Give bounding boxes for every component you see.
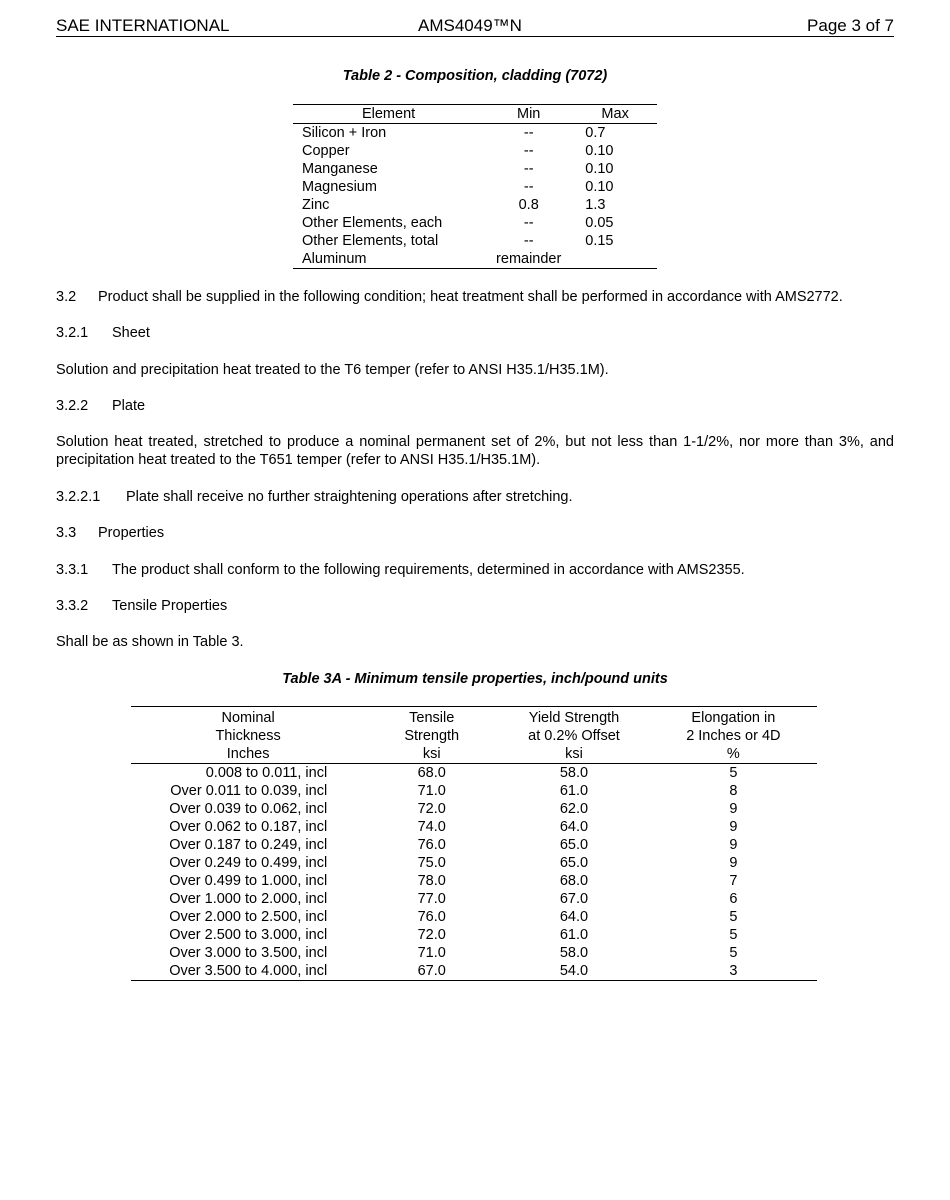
heading-3-3 bbox=[56, 524, 894, 542]
section-heading: Properties bbox=[98, 525, 165, 541]
table-row bbox=[293, 124, 657, 143]
section-number: 3.3.2 bbox=[56, 598, 89, 614]
paragraph-3-2-2-body: Solution heat treated, stretched to produce a nominal permanent set of 2%, but not less than 1-1/2%, nor more than 3%, and precipitation heat treated to the T651 temper (refer to ANSI H35.1/H35.1M). bbox=[56, 434, 894, 468]
table-cell: 76.0 bbox=[417, 909, 446, 925]
table-row bbox=[293, 214, 657, 232]
table-cell: -- bbox=[523, 179, 534, 195]
table-cell: Over 1.000 to 2.000, incl bbox=[169, 891, 328, 907]
table-cell: 6 bbox=[729, 891, 738, 907]
header-line: Thickness bbox=[215, 728, 281, 744]
header-page-number: Page 3 of 7 bbox=[807, 16, 894, 35]
table-cell: Magnesium bbox=[302, 179, 377, 195]
table-cell: 72.0 bbox=[417, 801, 446, 817]
table-cell: -- bbox=[523, 161, 534, 177]
table-cell: 9 bbox=[729, 801, 738, 817]
table-cell: Over 2.500 to 3.000, incl bbox=[169, 927, 328, 943]
table-row bbox=[131, 926, 817, 944]
header-line: at 0.2% Offset bbox=[528, 728, 620, 744]
column-header bbox=[650, 707, 817, 764]
table-cell: 65.0 bbox=[559, 837, 589, 853]
section-heading: Sheet bbox=[112, 325, 150, 341]
table-header-row bbox=[131, 707, 817, 764]
column-header: Element bbox=[293, 105, 484, 124]
table-cell: 5 bbox=[729, 765, 738, 781]
column-header: Max bbox=[573, 105, 657, 124]
table-cell: Manganese bbox=[302, 161, 378, 177]
table-cell: 9 bbox=[729, 855, 738, 871]
table-cell: 71.0 bbox=[417, 783, 446, 799]
table-cell: Over 3.000 to 3.500, incl bbox=[169, 945, 328, 961]
header-line: Inches bbox=[226, 746, 270, 762]
table-cell: 58.0 bbox=[559, 945, 589, 961]
table-cell: 76.0 bbox=[417, 837, 446, 853]
table-row bbox=[131, 962, 817, 981]
table-cell: Over 0.011 to 0.039, incl bbox=[170, 783, 328, 799]
table-row bbox=[131, 854, 817, 872]
table-cell: 72.0 bbox=[417, 927, 446, 943]
paragraph-3-2-1-body: Solution and precipitation heat treated to the T6 temper (refer to ANSI H35.1/H35.1M). bbox=[56, 362, 609, 378]
table-row bbox=[131, 800, 817, 818]
column-header bbox=[131, 707, 365, 764]
section-text: Product shall be supplied in the following condition; heat treatment shall be performed in accordance with AMS2772. bbox=[98, 289, 843, 305]
table-cell: 1.3 bbox=[585, 197, 606, 213]
header-line: Tensile bbox=[409, 710, 455, 726]
table-cell: 0.10 bbox=[585, 161, 614, 177]
table-cell: 5 bbox=[729, 927, 738, 943]
table-cell: 0.10 bbox=[585, 143, 614, 159]
table-cell: Over 0.499 to 1.000, incl bbox=[169, 873, 328, 889]
header-document-id: AMS4049™N bbox=[418, 16, 522, 35]
table-cell: 64.0 bbox=[559, 819, 589, 835]
table-row bbox=[131, 872, 817, 890]
section-text: The product shall conform to the following requirements, determined in accordance with AMS2355. bbox=[112, 562, 745, 578]
table-cell: Over 2.000 to 2.500, incl bbox=[169, 909, 328, 925]
table-header-row bbox=[293, 105, 657, 124]
table-row bbox=[293, 250, 657, 269]
table-cell: Over 0.187 to 0.249, incl bbox=[169, 837, 328, 853]
table-cell: -- bbox=[523, 125, 534, 141]
table-cell: Over 0.249 to 0.499, incl bbox=[169, 855, 328, 871]
header-line: Nominal bbox=[221, 710, 275, 726]
column-header bbox=[365, 707, 498, 764]
section-number: 3.3 bbox=[56, 525, 77, 541]
table-cell: 0.7 bbox=[585, 125, 606, 141]
section-heading: Plate bbox=[112, 398, 146, 414]
table-cell: 64.0 bbox=[559, 909, 589, 925]
table-cell: Aluminum bbox=[302, 251, 367, 267]
section-number: 3.2.1 bbox=[56, 325, 89, 341]
table-cell: 5 bbox=[729, 945, 738, 961]
paragraph-3-3-2-body: Shall be as shown in Table 3. bbox=[56, 634, 244, 650]
table-row bbox=[293, 196, 657, 214]
section-number: 3.2 bbox=[56, 289, 77, 305]
table-2-caption: Table 2 - Composition, cladding (7072) bbox=[342, 68, 608, 84]
table-cell: remainder bbox=[496, 251, 562, 267]
table-cell: 54.0 bbox=[559, 963, 589, 979]
paragraph-3-2-2-1 bbox=[56, 488, 894, 506]
table-cell: 68.0 bbox=[559, 873, 589, 889]
table-cell: 77.0 bbox=[417, 891, 446, 907]
table-row bbox=[293, 142, 657, 160]
section-number: 3.2.2 bbox=[56, 398, 89, 414]
table-cell: Copper bbox=[302, 143, 350, 159]
table-cell: 71.0 bbox=[417, 945, 446, 961]
table-cell: 58.0 bbox=[559, 765, 589, 781]
table-cell: 74.0 bbox=[417, 819, 446, 835]
table-row bbox=[293, 178, 657, 196]
table-cell: Other Elements, each bbox=[302, 215, 443, 231]
header-line: Yield Strength bbox=[528, 710, 620, 726]
table-cell: Silicon + Iron bbox=[302, 125, 387, 141]
table-cell: Over 0.039 to 0.062, incl bbox=[169, 801, 328, 817]
table-cell: Other Elements, total bbox=[302, 233, 439, 249]
header-organization: SAE INTERNATIONAL bbox=[56, 16, 230, 35]
table-row bbox=[293, 232, 657, 250]
paragraph-3-3-1 bbox=[56, 561, 894, 579]
column-header bbox=[498, 707, 649, 764]
tensile-properties-table bbox=[131, 706, 817, 981]
table-3a-caption: Table 3A - Minimum tensile properties, inch/pound units bbox=[282, 671, 668, 687]
header-line: Elongation in bbox=[691, 710, 776, 726]
table-cell: 0.10 bbox=[585, 179, 614, 195]
paragraph-3-2 bbox=[56, 288, 894, 306]
table-cell: 61.0 bbox=[559, 927, 589, 943]
table-cell: 0.008 to 0.011, incl bbox=[205, 765, 328, 781]
header-line: ksi bbox=[422, 746, 441, 762]
header-line: 2 Inches or 4D bbox=[686, 728, 781, 744]
table-cell: 9 bbox=[729, 819, 738, 835]
heading-3-2-2 bbox=[56, 397, 894, 415]
table-cell: 61.0 bbox=[559, 783, 589, 799]
table-cell: 8 bbox=[729, 783, 738, 799]
table-row bbox=[131, 890, 817, 908]
header-line: % bbox=[726, 746, 740, 762]
section-number: 3.3.1 bbox=[56, 562, 89, 578]
table-row bbox=[293, 160, 657, 178]
table-cell: 75.0 bbox=[417, 855, 446, 871]
table-cell: Over 0.062 to 0.187, incl bbox=[169, 819, 328, 835]
table-cell: Zinc bbox=[302, 197, 330, 213]
table-cell: -- bbox=[523, 215, 534, 231]
table-cell bbox=[573, 250, 657, 269]
table-cell: 0.8 bbox=[518, 197, 539, 213]
table-row bbox=[131, 764, 817, 783]
heading-3-2-1 bbox=[56, 324, 894, 342]
section-heading: Tensile Properties bbox=[112, 598, 228, 614]
section-number: 3.2.2.1 bbox=[56, 489, 101, 505]
table-cell: 65.0 bbox=[559, 855, 589, 871]
section-text: Plate shall receive no further straightening operations after stretching. bbox=[126, 489, 573, 505]
table-cell: 0.15 bbox=[585, 233, 614, 249]
header-line: ksi bbox=[565, 746, 583, 762]
column-header: Min bbox=[484, 105, 573, 124]
table-cell: 68.0 bbox=[417, 765, 446, 781]
table-cell: 78.0 bbox=[417, 873, 446, 889]
table-cell: 7 bbox=[729, 873, 738, 889]
table-row bbox=[131, 944, 817, 962]
table-cell: 3 bbox=[729, 963, 738, 979]
table-cell: 9 bbox=[729, 837, 738, 853]
table-row bbox=[131, 782, 817, 800]
composition-table bbox=[293, 104, 657, 269]
table-cell: 67.0 bbox=[559, 891, 589, 907]
table-cell: 62.0 bbox=[559, 801, 589, 817]
heading-3-3-2 bbox=[56, 597, 894, 615]
table-cell: 67.0 bbox=[417, 963, 446, 979]
page-header bbox=[56, 14, 894, 37]
table-cell: 5 bbox=[729, 909, 738, 925]
table-cell: -- bbox=[523, 143, 534, 159]
header-line: Strength bbox=[404, 728, 460, 744]
table-cell: Over 3.500 to 4.000, incl bbox=[169, 963, 328, 979]
table-row bbox=[131, 818, 817, 836]
table-cell: -- bbox=[523, 233, 534, 249]
table-cell: 0.05 bbox=[585, 215, 614, 231]
table-row bbox=[131, 908, 817, 926]
table-row bbox=[131, 836, 817, 854]
